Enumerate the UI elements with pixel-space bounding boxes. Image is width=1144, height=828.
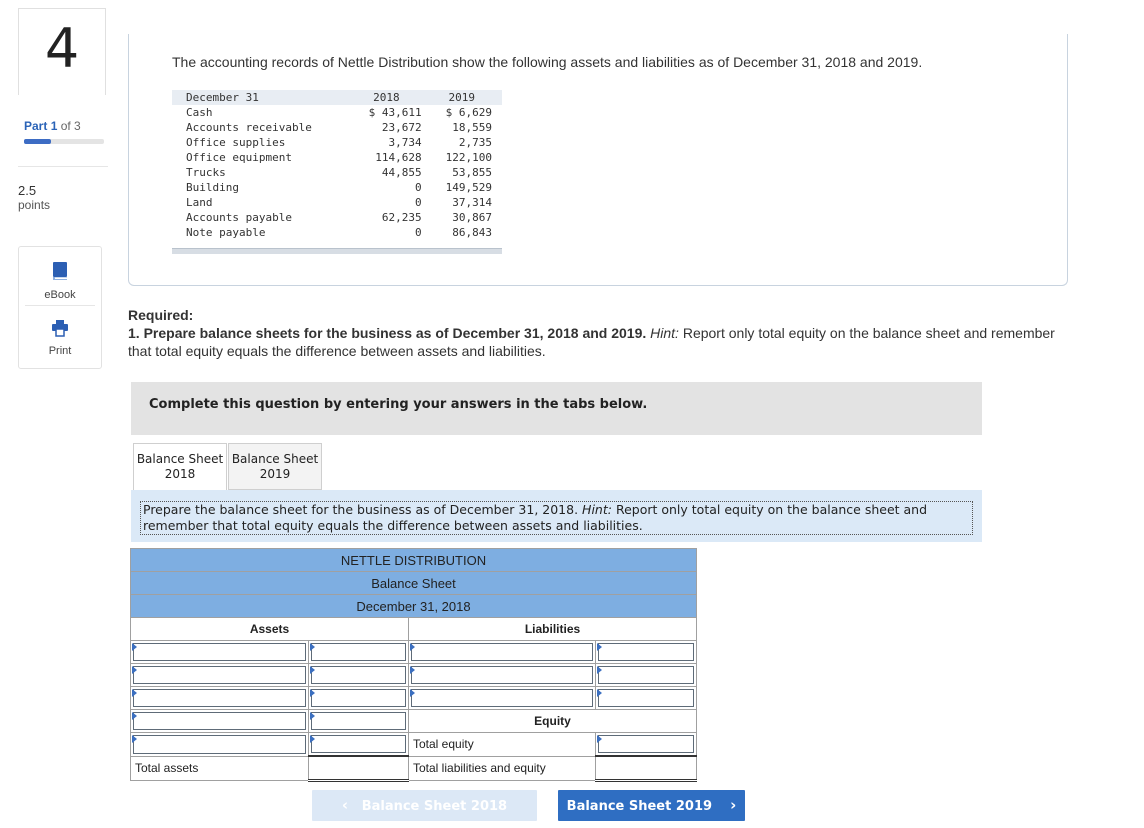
row-value-2019: 122,100 — [445, 151, 492, 164]
bs-header-row — [131, 618, 697, 641]
ebook-label: eBook — [44, 289, 76, 301]
row-value-2019: $ 6,629 — [445, 106, 492, 119]
liability-name-input[interactable] — [409, 664, 596, 687]
row-value-2019: 86,843 — [452, 226, 492, 239]
table-row — [131, 641, 697, 664]
row-value-2018: 44,855 — [381, 166, 422, 179]
part-current: 1 — [50, 119, 58, 133]
ebook-button[interactable] — [19, 261, 101, 301]
row-value-2019: 37,314 — [452, 196, 492, 209]
bs-date: December 31, 2018 — [131, 595, 697, 618]
book-icon — [52, 261, 68, 281]
total-equity-input[interactable] — [596, 733, 697, 757]
assets-header: Assets — [131, 618, 409, 641]
dropdown-arrow-icon — [132, 689, 137, 697]
tab-label-line2: 2018 — [164, 467, 196, 481]
table-row — [172, 120, 502, 135]
tab-instruction-main: Prepare the balance sheet for the business as of December 31, 2018. — [143, 502, 583, 517]
row-value-2019: 18,559 — [452, 121, 492, 134]
row-value-2018: 3,734 — [388, 136, 422, 149]
part-total: of 3 — [60, 119, 81, 133]
row-label: Accounts payable — [186, 211, 292, 224]
dropdown-arrow-icon — [132, 712, 137, 720]
row-value-2018: 0 — [414, 181, 422, 194]
points-value: 2.5 — [18, 183, 37, 198]
table-row — [172, 195, 502, 210]
dropdown-arrow-icon — [597, 643, 602, 651]
instruction-banner — [131, 382, 982, 435]
liability-amount-input[interactable] — [596, 687, 697, 710]
bs-title: Balance Sheet — [131, 572, 697, 595]
row-value-2019: 149,529 — [445, 181, 492, 194]
row-value-2018: $ 43,611 — [368, 106, 422, 119]
totals-row — [131, 756, 697, 781]
row-label: Land — [186, 196, 213, 209]
next-tab-button[interactable] — [558, 790, 745, 821]
printer-icon — [51, 319, 69, 337]
liability-amount-input[interactable] — [596, 641, 697, 664]
records-table-footer — [172, 248, 502, 254]
points-indicator — [18, 183, 50, 213]
table-row — [172, 135, 502, 150]
row-label: Accounts receivable — [186, 121, 312, 134]
asset-name-input[interactable] — [131, 641, 309, 664]
dropdown-arrow-icon — [132, 735, 137, 743]
total-equity-label: Total equity — [409, 733, 596, 757]
instruction-text: Complete this question by entering your answers in the tabs below. — [149, 397, 648, 412]
tab-label-line2: 2019 — [259, 467, 291, 481]
dropdown-arrow-icon — [597, 689, 602, 697]
dropdown-arrow-icon — [597, 666, 602, 674]
question-intro: The accounting records of Nettle Distribution show the following assets and liabilities as of December 31, 2018 and 2019. — [172, 54, 923, 70]
row-label: Building — [186, 181, 239, 194]
row-label: Note payable — [186, 226, 266, 239]
row-label: Office supplies — [186, 136, 286, 149]
table-row — [131, 710, 697, 733]
records-header-label: December 31 — [172, 90, 351, 105]
dropdown-arrow-icon — [410, 643, 415, 651]
row-value-2018: 0 — [414, 196, 422, 209]
row-value-2018: 62,235 — [381, 211, 422, 224]
equity-header: Equity — [409, 710, 697, 733]
records-header-2019: 2019 — [422, 90, 502, 105]
table-row — [172, 225, 502, 240]
required-section — [128, 306, 1068, 360]
table-row — [131, 664, 697, 687]
tab-label-line1: Balance Sheet — [231, 452, 319, 466]
tab-balance-sheet-2019[interactable] — [228, 443, 322, 490]
dropdown-arrow-icon — [310, 666, 315, 674]
required-main: 1. Prepare balance sheets for the business as of December 31, 2018 and 2019. — [128, 325, 651, 341]
records-table — [172, 90, 502, 240]
balance-sheet-table — [130, 548, 697, 782]
tab-instruction-panel — [131, 490, 982, 542]
liability-name-input[interactable] — [409, 641, 596, 664]
question-number: 4 — [18, 8, 106, 95]
question-panel — [128, 34, 1068, 286]
points-label: points — [18, 198, 51, 212]
total-assets-label: Total assets — [131, 756, 309, 781]
next-tab-label: Balance Sheet 2019 — [566, 799, 713, 814]
dropdown-arrow-icon — [310, 689, 315, 697]
asset-name-input[interactable] — [131, 664, 309, 687]
asset-name-input[interactable] — [131, 710, 309, 733]
asset-amount-input[interactable] — [309, 687, 409, 710]
dropdown-arrow-icon — [310, 712, 315, 720]
records-header — [172, 90, 502, 105]
dropdown-arrow-icon — [132, 643, 137, 651]
asset-amount-input[interactable] — [309, 641, 409, 664]
part-progress-bar — [24, 139, 104, 144]
row-value-2019: 2,735 — [458, 136, 492, 149]
bs-title-row — [131, 572, 697, 595]
dropdown-arrow-icon — [597, 735, 602, 743]
row-value-2018: 114,628 — [375, 151, 422, 164]
table-row — [172, 165, 502, 180]
table-row — [172, 180, 502, 195]
divider — [18, 166, 108, 167]
print-label: Print — [48, 345, 72, 357]
dropdown-arrow-icon — [410, 666, 415, 674]
bs-company: NETTLE DISTRIBUTION — [131, 549, 697, 572]
chevron-left-icon: ‹ — [341, 796, 349, 814]
bs-date-row — [131, 595, 697, 618]
table-row — [172, 210, 502, 225]
liability-name-input[interactable] — [409, 687, 596, 710]
part-label: Part — [24, 119, 48, 133]
chevron-right-icon: › — [730, 796, 737, 814]
divider — [25, 305, 95, 306]
required-text — [128, 324, 1068, 360]
row-label: Cash — [186, 106, 213, 119]
required-hint: Report only total equity on the balance sheet and remember that total equity equals the difference between assets and liabilities. — [128, 325, 1055, 359]
table-row — [131, 733, 697, 757]
row-value-2018: 23,672 — [381, 121, 422, 134]
asset-name-input[interactable] — [131, 733, 309, 757]
asset-amount-input[interactable] — [309, 710, 409, 733]
print-button[interactable] — [19, 319, 101, 357]
total-liabilities-equity-value — [596, 756, 697, 781]
hint-label: Hint: — [582, 502, 612, 517]
table-row — [172, 150, 502, 165]
tab-instruction-hint: Report only total equity on the balance sheet and remember that total equity equals the difference between assets and liabilities. — [143, 502, 928, 533]
row-value-2018: 0 — [414, 226, 422, 239]
prev-tab-label: Balance Sheet 2018 — [361, 799, 508, 814]
liability-amount-input[interactable] — [596, 664, 697, 687]
part-indicator — [24, 119, 81, 133]
liabilities-header: Liabilities — [409, 618, 697, 641]
row-value-2019: 30,867 — [452, 211, 492, 224]
total-assets-value — [309, 756, 409, 781]
dropdown-arrow-icon — [310, 643, 315, 651]
dropdown-arrow-icon — [310, 735, 315, 743]
bs-company-row — [131, 549, 697, 572]
row-label: Trucks — [186, 166, 226, 179]
asset-amount-input[interactable] — [309, 664, 409, 687]
records-header-2018: 2018 — [351, 90, 421, 105]
part-progress-fill — [24, 139, 51, 144]
prev-tab-button[interactable] — [312, 790, 537, 821]
tab-balance-sheet-2018[interactable] — [133, 443, 227, 491]
table-row — [131, 687, 697, 710]
asset-amount-input[interactable] — [309, 733, 409, 757]
dropdown-arrow-icon — [410, 689, 415, 697]
hint-label: Hint: — [650, 325, 679, 341]
table-row — [172, 105, 502, 120]
tab-instruction-text — [140, 501, 973, 535]
row-label: Office equipment — [186, 151, 292, 164]
row-value-2019: 53,855 — [452, 166, 492, 179]
tools-panel — [18, 246, 102, 369]
required-title: Required: — [128, 307, 194, 323]
total-liabilities-equity-label: Total liabilities and equity — [409, 756, 596, 781]
asset-name-input[interactable] — [131, 687, 309, 710]
tab-label-line1: Balance Sheet — [136, 452, 224, 466]
dropdown-arrow-icon — [132, 666, 137, 674]
